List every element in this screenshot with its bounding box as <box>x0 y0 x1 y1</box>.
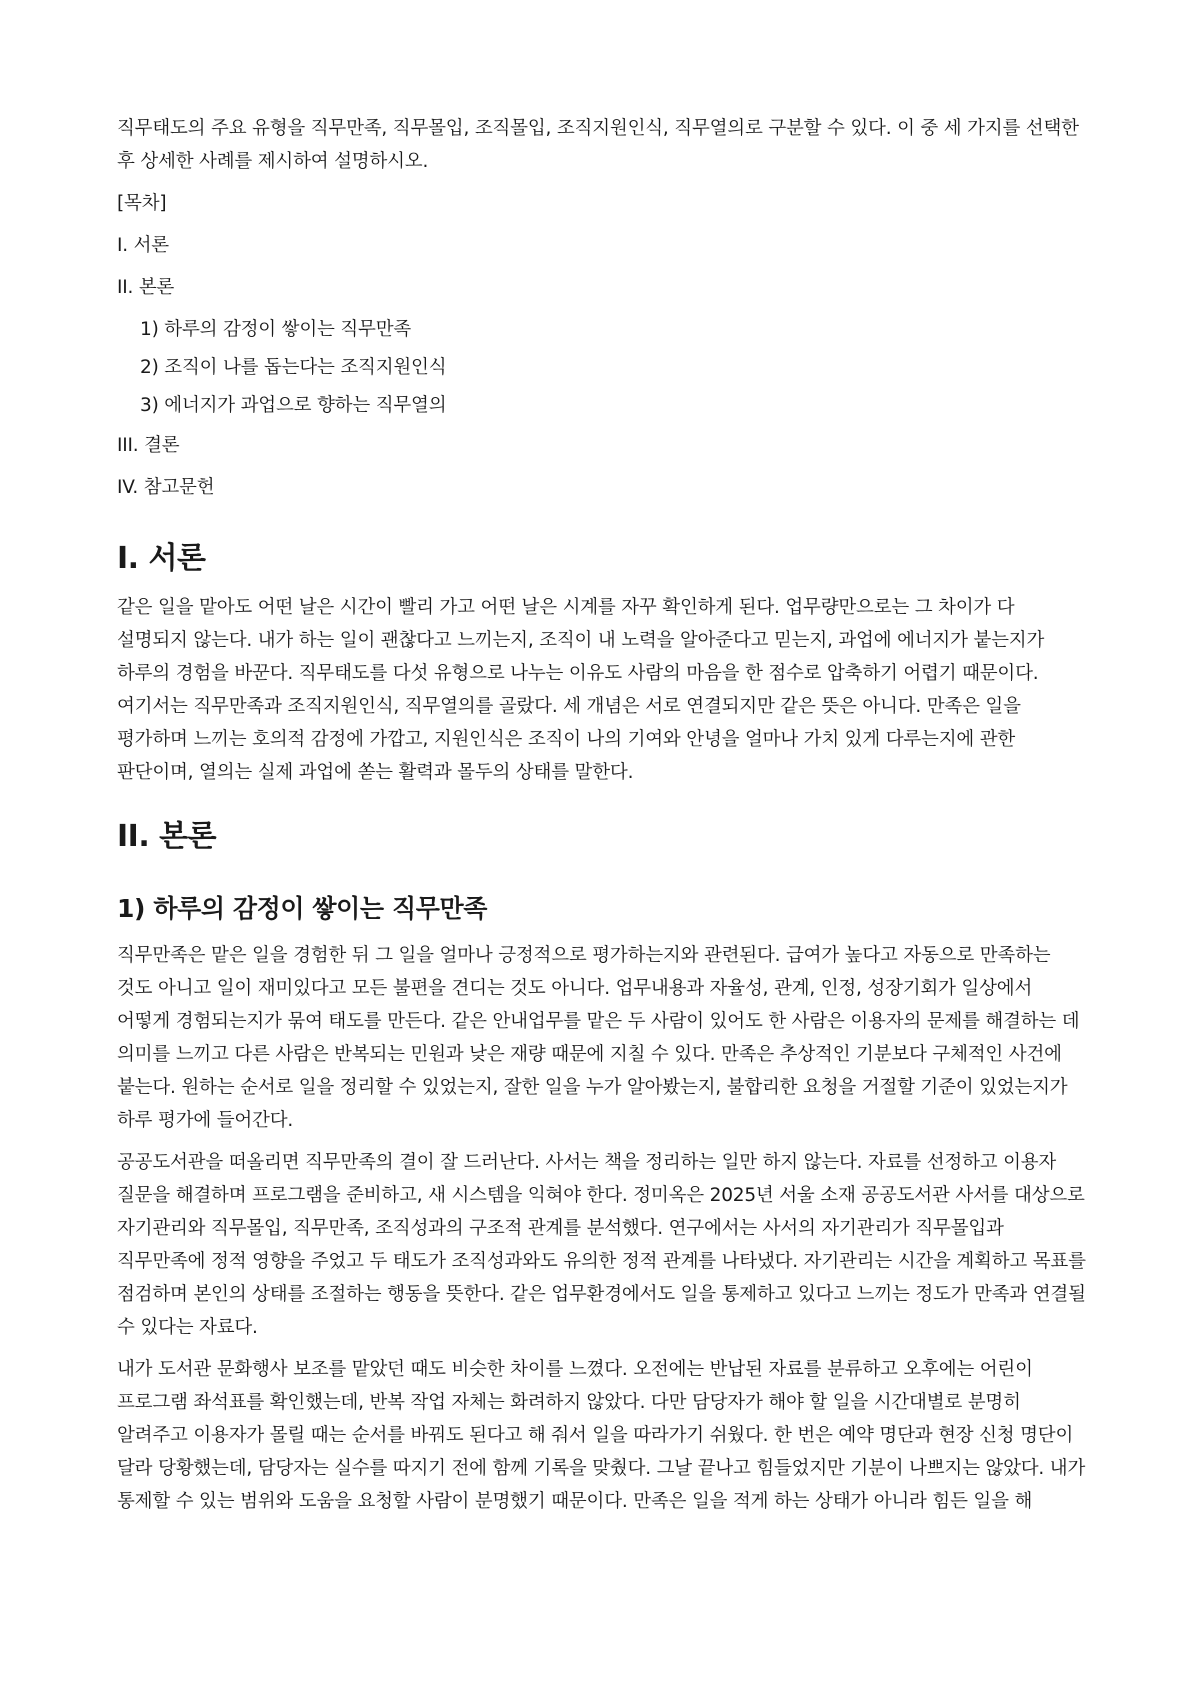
toc-item-body-3: 3) 에너지가 과업으로 향하는 직무열의 <box>140 395 447 416</box>
toc-item-body: II. 본론 <box>117 277 175 298</box>
subsection-1-paragraph-1: 직무만족은 맡은 일을 경험한 뒤 그 일을 얼마나 긍정적으로 평가하는지와 관련된다. 급여가 높다고 자동으로 만족하는 것도 아니고 일이 재미있다고 모든 불편을 견디는 것도 아니다. 업무내용과 자율성, 관계, 인정, 성장기회가 일상에서 어떻게 경험되는지가 묶여 태도를 만든다. 같은 안내업무를 맡은 두 사람이 있어도 한 사람은 이용자의 문제를 해결하는 데 의미를 느끼고 다른 사람은 반복되는 민원과 낮은 재량 때문에 지칠 수 있다. 만족은 추상적인 기분보다 구체적인 사건에 붙는다. 원하는 순서로 일을 정리할 수 있었는지, 잘한 일을 누가 알아봤는지, 불합리한 요청을 거절할 기준이 있었는지가 하루 평가에 들어간다. <box>117 945 1080 1131</box>
toc-item-references: IV. 참고문헌 <box>117 477 215 498</box>
subsection-1-heading: 1) 하루의 감정이 쌓이는 직무만족 <box>117 894 487 923</box>
subsection-1-paragraph-3: 내가 도서관 문화행사 보조를 맡았던 때도 비슷한 차이를 느꼈다. 오전에는 반납된 자료를 분류하고 오후에는 어린이 프로그램 좌석표를 확인했는데, 반복 작업 자체는 화려하지 않았다. 다만 담당자가 해야 할 일을 시간대별로 분명히 알려주고 이용자가 몰릴 때는 순서를 바꿔도 된다고 해 줘서 일을 따라가기 쉬웠다. 한 번은 예약 명단과 현장 신청 명단이 달라 당황했는데, 담당자는 실수를 따지기 전에 함께 기록을 맞췄다. 그날 끝나고 힘들었지만 기분이 나쁘지는 않았다. 내가 통제할 수 있는 범위와 도움을 요청할 사람이 분명했기 때문이다. 만족은 일을 적게 하는 상태가 아니라 힘든 일을 해 <box>117 1359 1086 1512</box>
toc-item-conclusion: III. 결론 <box>117 435 180 456</box>
toc-heading: [목차] <box>117 193 167 214</box>
assignment-prompt: 직무태도의 주요 유형을 직무만족, 직무몰입, 조직몰입, 조직지원인식, 직무열의로 구분할 수 있다. 이 중 세 가지를 선택한 후 상세한 사례를 제시하여 설명하시오. <box>117 118 1079 172</box>
toc-item-body-2: 2) 조직이 나를 돕는다는 조직지원인식 <box>140 357 447 378</box>
body-heading: II. 본론 <box>117 819 217 854</box>
toc-item-body-1: 1) 하루의 감정이 쌓이는 직무만족 <box>140 319 412 340</box>
intro-heading: I. 서론 <box>117 541 206 576</box>
document-page <box>117 112 1089 1527</box>
toc-item-intro: I. 서론 <box>117 235 169 256</box>
subsection-1-paragraph-2: 공공도서관을 떠올리면 직무만족의 결이 잘 드러난다. 사서는 책을 정리하는 일만 하지 않는다. 자료를 선정하고 이용자 질문을 해결하며 프로그램을 준비하고, 새 시스템을 익혀야 한다. 정미옥은 2025년 서울 소재 공공도서관 사서를 대상으로 자기관리와 직무몰입, 직무만족, 조직성과의 구조적 관계를 분석했다. 연구에서는 사서의 자기관리가 직무몰입과 직무만족에 정적 영향을 주었고 두 태도가 조직성과와도 유의한 정적 관계를 나타냈다. 자기관리는 시간을 계획하고 목표를 점검하며 본인의 상태를 조절하는 행동을 뜻한다. 같은 업무환경에서도 일을 통제하고 있다고 느끼는 정도가 만족과 연결될 수 있다는 자료다. <box>117 1152 1086 1338</box>
table-of-contents <box>117 187 1089 513</box>
intro-paragraph: 같은 일을 맡아도 어떤 날은 시간이 빨리 가고 어떤 날은 시계를 자꾸 확인하게 된다. 업무량만으로는 그 차이가 다 설명되지 않는다. 내가 하는 일이 괜찮다고 느끼는지, 조직이 내 노력을 알아준다고 믿는지, 과업에 에너지가 붙는지가 하루의 경험을 바꾼다. 직무태도를 다섯 유형으로 나누는 이유도 사람의 마음을 한 점수로 압축하기 어렵기 때문이다. 여기서는 직무만족과 조직지원인식, 직무열의를 골랐다. 세 개념은 서로 연결되지만 같은 뜻은 아니다. 만족은 일을 평가하며 느끼는 호의적 감정에 가깝고, 지원인식은 조직이 나의 기여와 안녕을 얼마나 가치 있게 다루는지에 관한 판단이며, 열의는 실제 과업에 쏟는 활력과 몰두의 상태를 말한다. <box>117 597 1045 783</box>
